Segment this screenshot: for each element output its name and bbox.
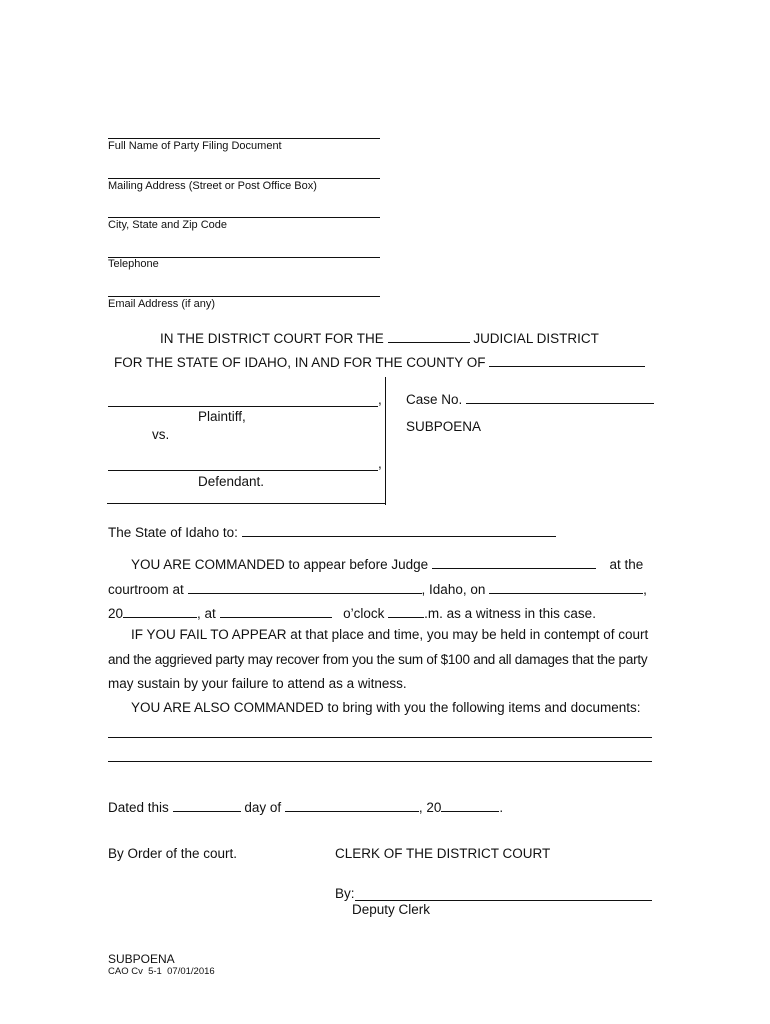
full-name-label: Full Name of Party Filing Document bbox=[108, 140, 282, 152]
case-number-field bbox=[406, 389, 654, 407]
city-state-zip-line[interactable] bbox=[108, 217, 380, 218]
fail-line-1: IF YOU FAIL TO APPEAR at that place and time, you may be held in contempt of court bbox=[131, 627, 649, 642]
court-line-1 bbox=[160, 328, 599, 346]
items-line-1[interactable] bbox=[108, 737, 652, 738]
addressee-line bbox=[108, 522, 556, 540]
by-order-text: By Order of the court. bbox=[108, 846, 238, 861]
by-label: By: bbox=[335, 886, 355, 901]
plaintiff-name-line[interactable] bbox=[108, 406, 378, 407]
command-suffix: at the bbox=[609, 557, 644, 572]
dated-label: Dated this bbox=[108, 800, 169, 815]
time-line bbox=[108, 603, 596, 621]
court-line-1-prefix: IN THE DISTRICT COURT FOR THE bbox=[160, 331, 384, 346]
email-label: Email Address (if any) bbox=[108, 298, 215, 310]
defendant-comma: , bbox=[378, 456, 382, 471]
dated-year-blank[interactable] bbox=[441, 797, 499, 812]
also-commanded-line: YOU ARE ALSO COMMANDED to bring with you the following items and documents: bbox=[131, 700, 641, 715]
courtroom-line bbox=[108, 579, 647, 597]
witness-label: .m. as a witness in this case. bbox=[424, 606, 596, 621]
email-line[interactable] bbox=[108, 296, 380, 297]
am-pm-blank[interactable] bbox=[388, 603, 424, 618]
fail-line-3: may sustain by your failure to attend as a witness. bbox=[108, 676, 407, 691]
document-title: SUBPOENA bbox=[406, 419, 482, 434]
command-text: YOU ARE COMMANDED to appear before Judge bbox=[131, 557, 429, 572]
defendant-label: Defendant. bbox=[198, 474, 265, 489]
fail-line-2: and the aggrieved party may recover from you the sum of $100 and all damages that the party bbox=[108, 652, 648, 667]
day-of-label: day of bbox=[244, 800, 282, 815]
command-line bbox=[131, 554, 643, 572]
idaho-on-label: , Idaho, on bbox=[421, 582, 486, 597]
date-blank[interactable] bbox=[489, 579, 643, 594]
court-line-2-text: FOR THE STATE OF IDAHO, IN AND FOR THE COUNTY OF bbox=[114, 355, 486, 370]
clerk-signature-line[interactable] bbox=[355, 900, 652, 901]
courtroom-comma: , bbox=[643, 582, 647, 597]
mailing-address-line[interactable] bbox=[108, 178, 380, 179]
caption-bottom-rule bbox=[107, 503, 386, 504]
vs-label: vs. bbox=[152, 427, 170, 442]
county-blank[interactable] bbox=[489, 352, 645, 367]
hour-blank[interactable] bbox=[220, 603, 332, 618]
day-blank[interactable] bbox=[173, 797, 241, 812]
year-blank[interactable] bbox=[123, 603, 197, 618]
courtroom-blank[interactable] bbox=[188, 579, 422, 594]
court-line-2 bbox=[114, 352, 645, 370]
year-20-label: , 20 bbox=[418, 800, 442, 815]
court-line-1-suffix: JUDICIAL DISTRICT bbox=[473, 331, 599, 346]
defendant-name-line[interactable] bbox=[108, 470, 378, 471]
judge-blank[interactable] bbox=[432, 554, 596, 569]
case-number-blank[interactable] bbox=[466, 389, 654, 404]
footer-form-code: CAO Cv 5-1 07/01/2016 bbox=[108, 966, 215, 977]
plaintiff-label: Plaintiff, bbox=[198, 409, 246, 424]
footer-title: SUBPOENA bbox=[108, 952, 175, 966]
judicial-district-blank[interactable] bbox=[388, 328, 470, 343]
clerk-title: CLERK OF THE DISTRICT COURT bbox=[335, 846, 551, 861]
mailing-address-label: Mailing Address (Street or Post Office Box) bbox=[108, 180, 317, 192]
deputy-clerk-label: Deputy Clerk bbox=[352, 902, 431, 917]
addressee-blank[interactable] bbox=[242, 522, 556, 537]
addressee-label: The State of Idaho to: bbox=[108, 525, 238, 540]
telephone-label: Telephone bbox=[108, 258, 159, 270]
case-number-label: Case No. bbox=[406, 392, 463, 407]
courtroom-label: courtroom at bbox=[108, 582, 184, 597]
month-blank[interactable] bbox=[285, 797, 419, 812]
plaintiff-comma: , bbox=[378, 392, 382, 407]
year-prefix: 20 bbox=[108, 606, 124, 621]
dated-line bbox=[108, 797, 503, 815]
dated-period: . bbox=[499, 800, 504, 815]
caption-divider bbox=[385, 377, 386, 505]
full-name-line[interactable] bbox=[108, 138, 380, 139]
oclock-label: o’clock bbox=[343, 606, 385, 621]
items-line-2[interactable] bbox=[108, 761, 652, 762]
at-label: , at bbox=[197, 606, 216, 621]
city-state-zip-label: City, State and Zip Code bbox=[108, 219, 228, 231]
